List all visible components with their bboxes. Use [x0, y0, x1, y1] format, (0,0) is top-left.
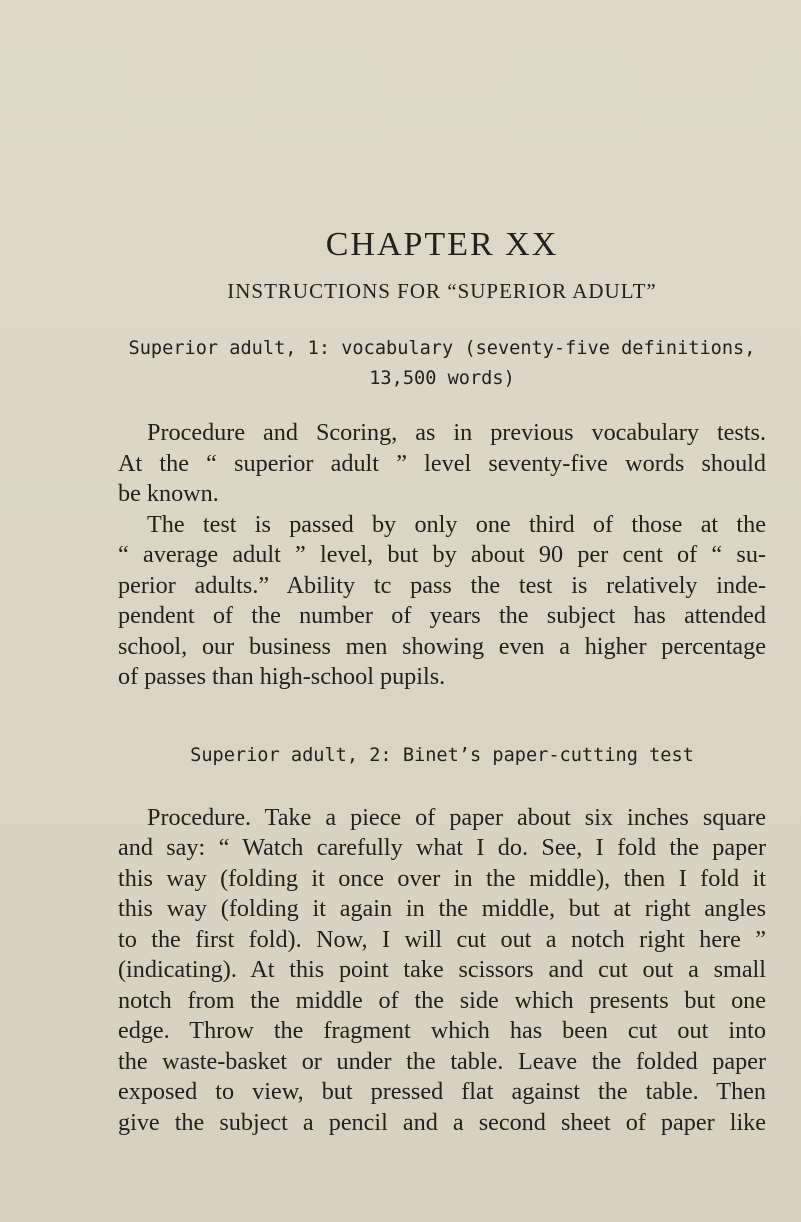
page-content: [118, 228, 766, 1138]
text-line: “ average adult ” level, but by about 90 per cent of “ su-: [118, 541, 766, 569]
chapter-title: CHAPTER XX: [325, 226, 559, 263]
text-line: edge. Throw the fragment which has been cut out into: [118, 1017, 766, 1045]
text-line: the waste-basket or under the table. Leave the folded paper: [118, 1047, 766, 1075]
text-line: perior adults.” Ability tc pass the test is relatively inde-: [118, 571, 766, 599]
text-line: Procedure and Scoring, as in previous vocabulary tests.: [147, 419, 766, 447]
paragraph-test-passed: [118, 510, 766, 693]
text-line: notch from the middle of the side which presents but one: [118, 986, 766, 1014]
paragraph-procedure-paper: [118, 803, 766, 1139]
text-line: of passes than high-school pupils.: [118, 663, 446, 691]
text-line: pendent of the number of years the subject has attended: [118, 602, 766, 630]
heading-line: 13,500 words): [369, 368, 515, 390]
text-line: and say: “ Watch carefully what I do. See, I fold the paper: [118, 834, 766, 862]
paragraph-procedure-scoring: [118, 418, 766, 510]
text-line: be known.: [118, 480, 219, 508]
section-heading-1: [118, 334, 766, 394]
heading-line: Superior adult, 2: Binet’s paper-cutting test: [190, 744, 694, 766]
heading-line: Superior adult, 1: vocabulary (seventy-five definitions,: [128, 338, 756, 360]
text-line: Procedure. Take a piece of paper about six inches square: [147, 803, 766, 831]
chapter-subtitle: INSTRUCTIONS FOR “SUPERIOR ADULT”: [227, 279, 657, 303]
text-line: exposed to view, but pressed flat against the table. Then: [118, 1078, 766, 1106]
text-line: school, our business men showing even a higher percentage: [118, 632, 766, 660]
text-line: The test is passed by only one third of those at the: [147, 510, 766, 538]
section-heading-2: [118, 741, 766, 771]
text-line: this way (folding it once over in the middle), then I fold it: [118, 864, 766, 892]
text-line: give the subject a pencil and a second sheet of paper like: [118, 1108, 766, 1136]
text-line: (indicating). At this point take scissors and cut out a small: [118, 956, 766, 984]
text-line: to the first fold). Now, I will cut out a notch right here ”: [118, 925, 766, 953]
text-line: At the “ superior adult ” level seventy-five words should: [118, 449, 766, 477]
text-line: this way (folding it again in the middle, but at right angles: [118, 895, 766, 923]
